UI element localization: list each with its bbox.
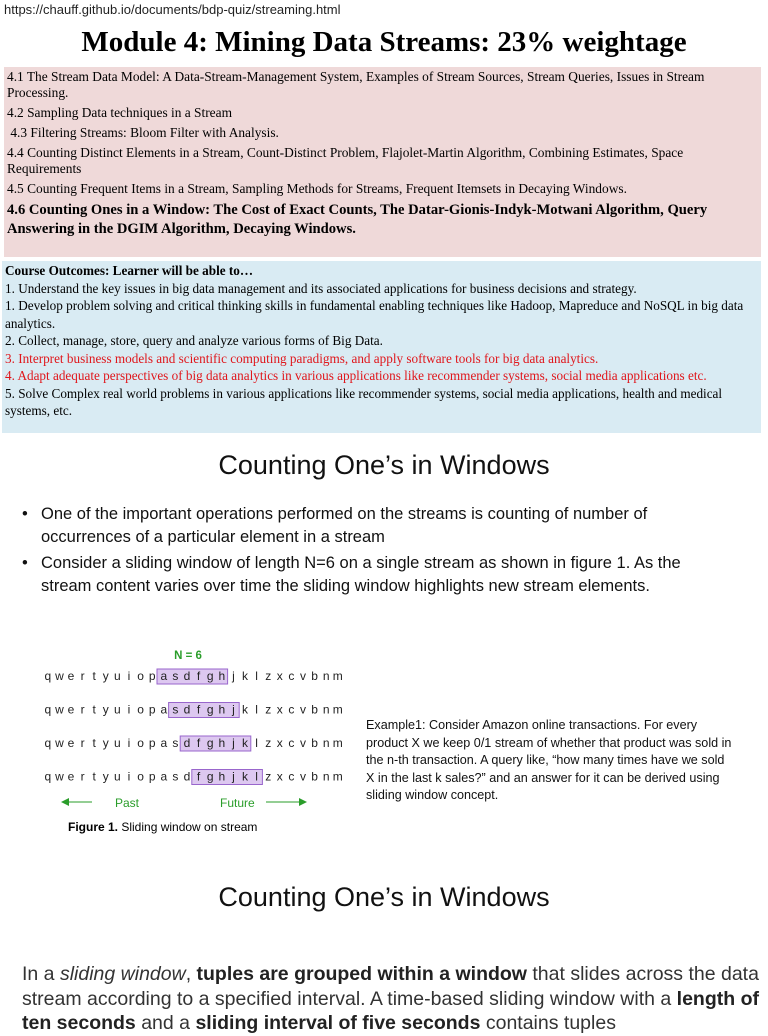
stream-char: e <box>67 736 75 750</box>
stream-char: d <box>183 669 191 683</box>
stream-char: h <box>218 769 226 784</box>
stream-char: t <box>92 702 96 717</box>
stream-char: u <box>114 702 121 717</box>
syllabus-item-highlight: 4.6 Counting Ones in a Window: The Cost of Exact Counts, The Datar-Gionis-Indyk-Motwani Algorithm, Query Answering in the DGIM Algorithm, Decaying Windows. <box>7 202 708 237</box>
para-text: and a <box>135 1012 196 1034</box>
sliding-window-box <box>180 736 251 751</box>
stream-char: t <box>92 736 96 750</box>
stream-char: g <box>206 669 214 683</box>
syllabus-item: 4.5 Counting Frequent Items in a Stream, Sampling Methods for Streams, Frequent Itemsets in Decaying Windows. <box>7 181 627 196</box>
stream-char: m <box>332 702 343 717</box>
stream-char: d <box>183 702 191 717</box>
outcome-item: 1. Develop problem solving and critical thinking skills in fundamental enabling techniques like Hadoop, Mapreduce and NoSQL in big data analytics. <box>5 298 744 331</box>
syllabus-item: 4.2 Sampling Data techniques in a Stream <box>7 105 232 120</box>
stream-char: h <box>218 702 226 717</box>
stream-char: j <box>232 736 235 750</box>
bullet-item <box>22 552 722 597</box>
stream-char: u <box>114 669 121 683</box>
stream-char: w <box>55 702 64 717</box>
bullet-item <box>22 503 722 548</box>
stream-char: l <box>255 669 258 683</box>
example-text: Example1: Consider Amazon online transactions. For every product X we keep 0/1 stream of whether that product was sold in the n-th transaction. A query like, “how many times have we sold X in the last k sales?” and an answer for it can be derived using sliding window concept. <box>366 718 732 802</box>
stream-char: v <box>300 769 306 784</box>
stream-char: z <box>265 669 272 683</box>
stream-char: z <box>265 736 272 750</box>
slide-heading: Counting One’s in Windows <box>218 450 550 480</box>
stream-char: q <box>44 669 52 683</box>
outcome-item: 5. Solve Complex real world problems in various applications like recommender systems, social media applications, health and medical systems, etc. <box>5 385 723 418</box>
stream-char: r <box>80 702 85 717</box>
syllabus-box <box>4 67 761 257</box>
stream-char: i <box>127 769 131 784</box>
stream-char: f <box>196 702 201 717</box>
stream-char: z <box>265 769 272 784</box>
stream-char: e <box>67 702 75 717</box>
stream-char: b <box>311 736 318 750</box>
stream-char: o <box>137 769 144 784</box>
stream-char: y <box>102 669 109 683</box>
stream-char: f <box>196 769 201 784</box>
stream-char: x <box>276 702 283 717</box>
stream-char: q <box>44 769 52 784</box>
caption-bold: Figure 1. <box>68 820 119 834</box>
sliding-window-box <box>157 669 228 684</box>
stream-char: d <box>183 736 191 750</box>
stream-char: n <box>322 702 330 717</box>
stream-char: q <box>44 702 52 717</box>
stream-char: y <box>102 702 109 717</box>
stream-char: s <box>172 702 179 717</box>
stream-char: n <box>322 736 330 750</box>
stream-char: l <box>255 769 258 784</box>
stream-char: c <box>288 669 295 683</box>
para-bold: tuples are grouped within a window <box>196 963 527 985</box>
outcomes-header: Course Outcomes: Learner will be able to… <box>5 263 254 278</box>
stream-char: o <box>137 736 144 750</box>
stream-char: n <box>322 669 330 683</box>
stream-char: j <box>232 702 235 717</box>
sliding-window-paragraph <box>22 962 762 1036</box>
stream-char: s <box>172 769 179 784</box>
course-outcomes-box <box>2 261 761 433</box>
stream-char: g <box>206 736 214 750</box>
stream-char: w <box>55 669 64 683</box>
outcome-item: 2. Collect, manage, store, query and analyze various forms of Big Data. <box>5 333 383 348</box>
stream-char: u <box>114 736 121 750</box>
bullet-dot-icon: • <box>22 505 28 523</box>
stream-char: x <box>276 769 283 784</box>
stream-char: p <box>148 669 156 683</box>
stream-char: m <box>332 669 343 683</box>
stream-char: s <box>172 669 179 683</box>
stream-char: e <box>67 669 75 683</box>
stream-char: k <box>242 769 248 784</box>
stream-char: p <box>148 769 156 784</box>
stream-char: a <box>160 769 168 784</box>
stream-char: i <box>127 669 131 683</box>
stream-char: c <box>288 736 295 750</box>
stream-char: i <box>127 736 131 750</box>
stream-char: y <box>102 769 109 784</box>
stream-char: i <box>127 702 131 717</box>
stream-char: v <box>300 669 306 683</box>
slide-heading-2: Counting One’s in Windows <box>218 882 550 912</box>
stream-char: j <box>232 769 235 784</box>
outcome-item-highlight: 3. Interpret business models and scientific computing paradigms, and apply software tools for big data analytics. <box>5 350 599 366</box>
stream-char: u <box>114 769 121 784</box>
stream-char: b <box>311 769 318 784</box>
stream-char: z <box>265 702 272 717</box>
stream-char: c <box>288 769 295 784</box>
stream-char: a <box>160 669 168 683</box>
syllabus-item: 4.1 The Stream Data Model: A Data-Stream-Management System, Examples of Stream Sources, Stream Queries, Issues in Stream Processing. <box>7 69 705 100</box>
stream-char: b <box>311 702 318 717</box>
stream-char: f <box>196 736 201 750</box>
stream-char: s <box>172 736 179 750</box>
stream-char: o <box>137 702 144 717</box>
source-url[interactable]: https://chauff.github.io/documents/bdp-quiz/streaming.html <box>4 2 341 17</box>
stream-char: g <box>206 702 214 717</box>
syllabus-item: 4.4 Counting Distinct Elements in a Stream, Count-Distinct Problem, Flajolet-Martin Algorithm, Combining Estimates, Space Requirements <box>7 145 684 176</box>
stream-char: m <box>332 769 343 784</box>
stream-char: t <box>92 669 96 683</box>
stream-char: k <box>242 736 248 750</box>
sliding-window-figure <box>30 640 350 840</box>
stream-char: k <box>242 702 248 717</box>
past-label: Past <box>115 796 140 810</box>
stream-char: d <box>183 769 191 784</box>
para-text: contains tuples <box>480 1012 616 1034</box>
bullet-text: Consider a sliding window of length N=6 on a single stream as shown in figure 1. As the stream content varies over time the sliding window highlights new stream elements. <box>41 554 681 595</box>
stream-char: o <box>137 669 144 683</box>
para-bold: length of ten seconds <box>22 987 759 1034</box>
stream-char: a <box>160 702 168 717</box>
stream-char: v <box>300 702 306 717</box>
sliding-window-box <box>192 770 263 785</box>
stream-rows <box>44 669 342 785</box>
stream-char: r <box>80 769 85 784</box>
stream-char: b <box>311 669 318 683</box>
stream-char: y <box>102 736 109 750</box>
para-text: , <box>185 963 197 985</box>
stream-char: r <box>80 669 85 683</box>
stream-char: w <box>55 769 64 784</box>
para-text: In a <box>22 963 60 985</box>
stream-char: w <box>55 736 64 750</box>
stream-char: v <box>300 736 306 750</box>
caption-text: Sliding window on stream <box>118 820 258 834</box>
stream-char: k <box>242 669 248 683</box>
syllabus-item: 4.3 Filtering Streams: Bloom Filter with Analysis. <box>7 125 279 140</box>
bullet-dot-icon: • <box>22 554 28 572</box>
stream-char: t <box>92 769 96 784</box>
stream-char: p <box>148 736 156 750</box>
stream-char: l <box>255 736 258 750</box>
outcome-item: 1. Understand the key issues in big data management and its associated applications for business decisions and strategy. <box>5 280 637 296</box>
stream-char: h <box>218 669 226 683</box>
outcome-item-highlight: 4. Adapt adequate perspectives of big data analytics in various applications like recommender systems, social media applications etc. <box>5 368 707 383</box>
bullet-list <box>22 503 722 601</box>
stream-char: q <box>44 736 52 750</box>
stream-char: r <box>80 736 85 750</box>
future-label: Future <box>220 796 255 810</box>
stream-char: g <box>206 769 214 784</box>
stream-char: x <box>276 669 283 683</box>
sliding-window-box <box>169 703 240 718</box>
para-bold: sliding interval of five seconds <box>195 1012 481 1034</box>
stream-char: n <box>322 769 330 784</box>
stream-char: p <box>148 702 156 717</box>
stream-char: j <box>232 669 235 683</box>
figure-caption <box>68 820 257 834</box>
window-size-label: N = 6 <box>174 650 202 662</box>
stream-char: l <box>255 702 258 717</box>
stream-char: m <box>332 736 343 750</box>
stream-char: e <box>67 769 75 784</box>
stream-char: c <box>288 702 295 717</box>
bullet-text: One of the important operations performed on the streams is counting of number of occurrences of a particular element in a stream <box>41 505 648 546</box>
para-italic: sliding window <box>59 963 186 985</box>
stream-char: a <box>160 736 168 750</box>
stream-char: x <box>276 736 283 750</box>
stream-char: h <box>218 736 226 750</box>
module-title: Module 4: Mining Data Streams: 23% weightage <box>81 26 687 58</box>
para-text: that slides across the data stream according to a specified interval. A time-based sliding window with a <box>22 963 759 1010</box>
stream-char: f <box>196 669 201 683</box>
